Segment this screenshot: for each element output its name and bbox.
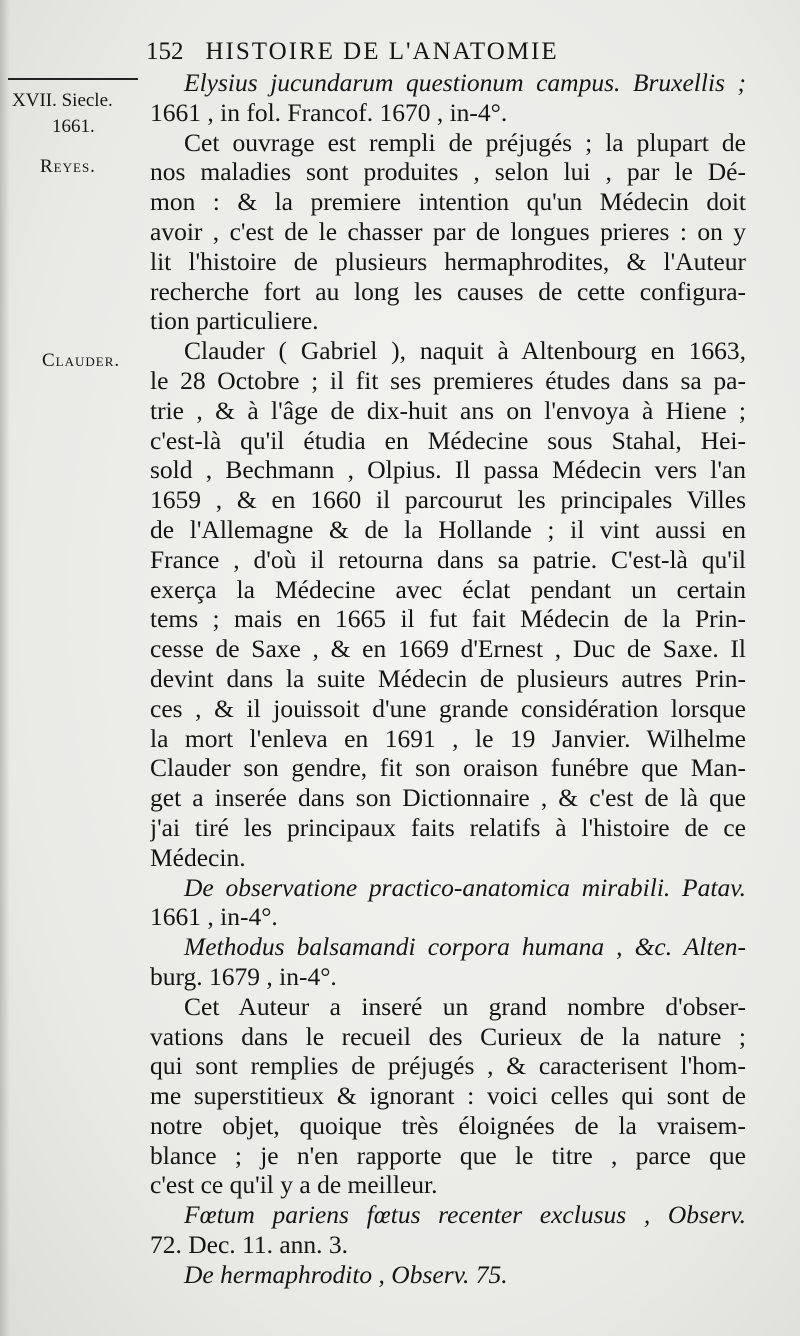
text-line: ces , & il jouissoit d'une grande considération lorsque <box>150 693 746 723</box>
text-line: blance ; je n'en rapporte que le titre , parce que <box>150 1140 746 1170</box>
margin-name-reyes: Reyes. <box>40 156 96 177</box>
text-line: De hermaphrodito , Observ. 75. <box>184 1259 508 1289</box>
text-line: avoir , c'est de le chasser par de longues prieres : on y <box>150 216 746 246</box>
margin-name-clauder: Clauder. <box>42 350 121 371</box>
main-text <box>150 68 746 1290</box>
text-line: De observatione practico-anatomica mirabili. Patav. <box>184 872 746 902</box>
text-line: le 28 Octobre ; il fit ses premieres études dans sa pa- <box>150 365 746 395</box>
text-line: Clauder ( Gabriel ), naquit à Altenbourg en 1663, <box>184 336 746 366</box>
text-line: 1661 , in-4°. <box>150 902 278 932</box>
text-line: tems ; mais en 1665 il fut fait Médecin de la Prin- <box>150 604 746 634</box>
text-line: exerça la Médecine avec éclat pendant un certain <box>150 574 746 604</box>
page-number: 152 <box>146 38 184 65</box>
text-line: tion particuliere. <box>150 306 319 336</box>
text-line: Methodus balsamandi corpora humana , &c. Alten- <box>184 932 746 962</box>
text-line: Elysius jucundarum questionum campus. Bruxellis ; <box>184 68 746 97</box>
text-line: la mort l'enleva en 1691 , le 19 Janvier. Wilhelme <box>150 723 746 753</box>
text-line: 1659 , & en 1660 il parcourut les principales Villes <box>150 485 746 515</box>
text-line: Médecin. <box>150 842 246 872</box>
text-line: sold , Bechmann , Olpius. Il passa Médecin vers l'an <box>150 455 746 485</box>
text-line: qui sont remplies de préjugés , & caracterisent l'hom- <box>150 1051 746 1081</box>
margin-year: 1661. <box>52 116 95 137</box>
text-line: j'ai tiré les principaux faits relatifs à l'histoire de ce <box>150 812 746 842</box>
margin-rule <box>8 78 138 80</box>
running-title: HISTOIRE DE L'ANATOMIE <box>205 38 559 65</box>
text-line: devint dans la suite Médecin de plusieurs autres Prin- <box>150 663 746 693</box>
text-line: Clauder son gendre, fit son oraison funébre que Man- <box>150 753 746 783</box>
text-line: get a inserée dans son Dictionnaire , & c'est de là que <box>150 783 746 813</box>
text-line: de l'Allemagne & de la Hollande ; il vint aussi en <box>150 514 746 544</box>
text-line: trie , & à l'âge de dix-huit ans on l'envoya à Hiene ; <box>150 395 746 425</box>
page-gutter-shadow <box>0 0 10 1336</box>
text-line: vations dans le recueil des Curieux de la nature ; <box>150 1021 746 1051</box>
text-line: France , d'où il retourna dans sa patrie. C'est-là qu'il <box>150 544 746 574</box>
text-line: Fœtum pariens fœtus recenter exclusus , Observ. <box>184 1200 746 1230</box>
text-line: cesse de Saxe , & en 1669 d'Ernest , Duc de Saxe. Il <box>150 634 746 664</box>
text-line: c'est-là qu'il étudia en Médecine sous Stahal, Hei- <box>150 425 746 455</box>
running-header <box>146 36 746 68</box>
text-line: Cet Auteur a inseré un grand nombre d'obser- <box>184 991 746 1021</box>
margin-century: XVII. Siecle. <box>12 90 113 111</box>
text-line: c'est ce qu'il y a de meilleur. <box>150 1170 438 1200</box>
text-line: me superstitieux & ignorant : voici celles qui sont de <box>150 1081 746 1111</box>
text-line: mon : & la premiere intention qu'un Médecin doit <box>150 187 746 217</box>
text-line: 72. Dec. 11. ann. 3. <box>150 1230 349 1260</box>
text-line: Cet ouvrage est rempli de préjugés ; la plupart de <box>184 127 746 157</box>
text-line: lit l'histoire de plusieurs hermaphrodites, & l'Auteur <box>150 246 746 276</box>
text-line: 1661 , in fol. Francof. 1670 , in-4°. <box>150 97 508 127</box>
text-line: nos maladies sont produites , selon lui , par le Dé- <box>150 157 746 187</box>
text-line: notre objet, quoique très éloignées de la vraisem- <box>150 1110 746 1140</box>
text-line: burg. 1679 , in-4°. <box>150 961 337 991</box>
text-line: recherche fort au long les causes de cette configura- <box>150 276 746 306</box>
